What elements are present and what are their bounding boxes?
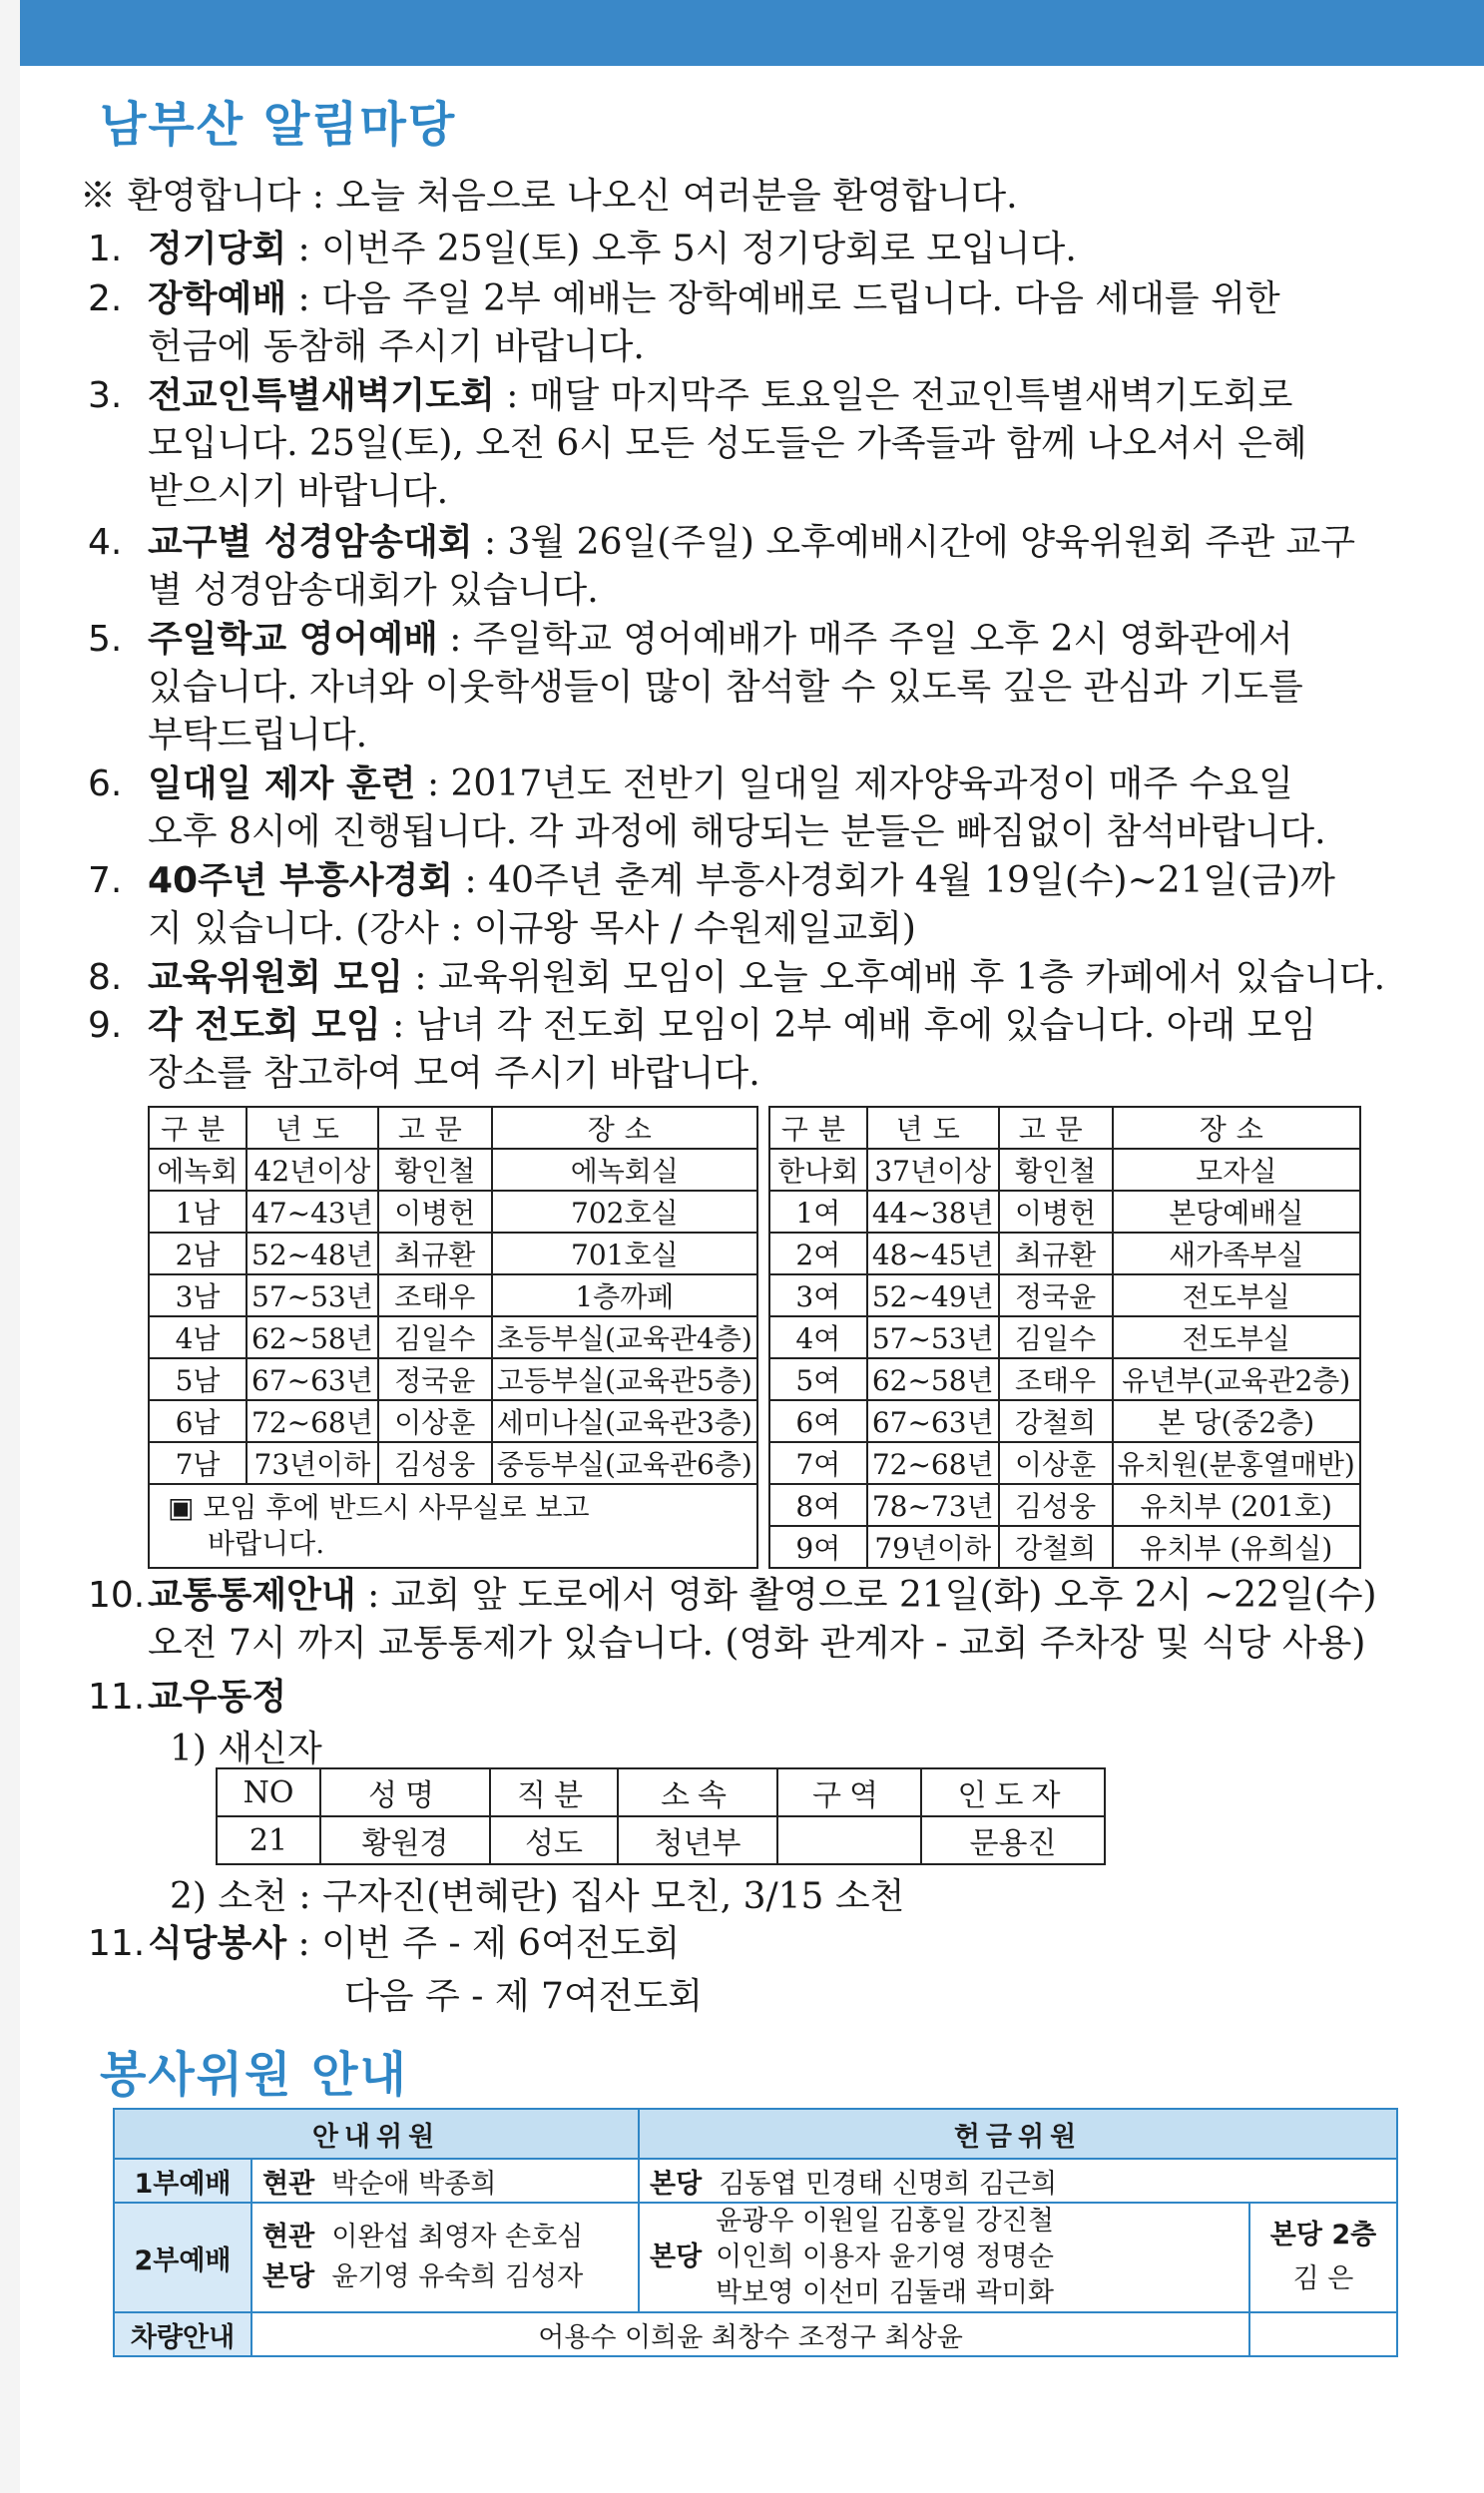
table-cell: 유치부 (201호) [1113, 1484, 1360, 1526]
table-cell: 모자실 [1113, 1149, 1360, 1191]
table-cell: 7여 [769, 1442, 867, 1484]
guide-header: 안내위원 [114, 2109, 639, 2159]
table-cell: 이상훈 [999, 1442, 1113, 1484]
column-gap [757, 1274, 769, 1316]
offering-cell: 본당 김동엽 민경태 신명희 김근희 [639, 2159, 1397, 2203]
column-gap [757, 1358, 769, 1400]
table-cell: 정국윤 [999, 1274, 1113, 1316]
table-cell: 성도 [490, 1816, 618, 1864]
table-cell: 김성웅 [999, 1484, 1113, 1526]
table-cell: 유치부 (유희실) [1113, 1526, 1360, 1568]
table-cell: 6여 [769, 1400, 867, 1442]
table-row [149, 1400, 1360, 1442]
column-header: 소속 [618, 1768, 777, 1816]
table-cell: 황인철 [378, 1149, 492, 1191]
table-cell: 문용진 [921, 1816, 1105, 1864]
table-row [149, 1233, 1360, 1274]
column-gap [757, 1442, 769, 1484]
table-cell: 37년이상 [867, 1149, 999, 1191]
table-cell: 조태우 [999, 1358, 1113, 1400]
table-row [149, 1484, 1360, 1526]
column-gap [757, 1526, 769, 1568]
table-cell: 세미나실(교육관3층) [492, 1400, 757, 1442]
table-cell: 본 당(중2층) [1113, 1400, 1360, 1442]
announcement-item: 2. 장학예배 : 다음 주일 2부 예배는 장학예배로 드립니다. 다음 세대를 위한 헌금에 동참해 주시기 바랍니다. [88, 278, 1280, 367]
offering-header: 헌금위원 [639, 2109, 1397, 2159]
table-cell: 정국윤 [378, 1358, 492, 1400]
top-color-bar [20, 0, 1484, 66]
column-header: 구역 [777, 1768, 921, 1816]
table-cell: 새가족부실 [1113, 1233, 1360, 1274]
table-cell: 초등부실(교육관4층) [492, 1316, 757, 1358]
announcement-item: 4. 교구별 성경암송대회 : 3월 26일(주일) 오후예배시간에 양육위원회 주관 교구 별 성경암송대회가 있습니다. [88, 522, 1356, 611]
column-header: 고문 [378, 1107, 492, 1149]
announcement-item: 9. 각 전도회 모임 : 남녀 각 전도회 모임이 2부 예배 후에 있습니다. 아래 모임 장소를 참고하여 모여 주시기 바랍니다. [88, 1005, 1317, 1094]
table-cell: 73년이하 [247, 1442, 378, 1484]
table-cell: 에녹회실 [492, 1149, 757, 1191]
table-cell: 본당예배실 [1113, 1191, 1360, 1233]
table-cell: 김성웅 [378, 1442, 492, 1484]
column-header: NO [217, 1768, 320, 1816]
table-cell: 이병헌 [378, 1191, 492, 1233]
column-gap [757, 1316, 769, 1358]
table-cell: 조태우 [378, 1274, 492, 1316]
column-gap [757, 1400, 769, 1442]
table-cell: 전도부실 [1113, 1316, 1360, 1358]
table-cell: 44~38년 [867, 1191, 999, 1233]
table-cell: 이상훈 [378, 1400, 492, 1442]
table-cell: 3여 [769, 1274, 867, 1316]
reference-mark: ※ [80, 176, 117, 217]
table-row [217, 1816, 1105, 1864]
report-note [149, 1484, 757, 1568]
announcement-item: 11. 교우동정 [88, 1677, 287, 1718]
table-cell: 62~58년 [867, 1358, 999, 1400]
offering-cell: 본당 윤광우 이원일 김홍일 강진철 이인희 이용자 윤기영 정명순 박보영 이선미 김둘래 곽미화 [639, 2203, 1249, 2312]
table-cell: 한나회 [769, 1149, 867, 1191]
offering-balcony-cell: 본당 2층 김 은 [1249, 2203, 1397, 2312]
announcement-item: 10. 교통통제안내 : 교회 앞 도로에서 영화 촬영으로 21일(화) 오후 2시 ~22일(수) 오전 7시 까지 교통통제가 있습니다. (영화 관계자 - 교회 주차장 및 식당 사용) [88, 1575, 1377, 1664]
row-label: 1부예배 [114, 2159, 251, 2203]
table-cell: 62~58년 [247, 1316, 378, 1358]
table-cell: 47~43년 [247, 1191, 378, 1233]
table-header-row [217, 1768, 1105, 1816]
table-cell: 전도부실 [1113, 1274, 1360, 1316]
column-header: 구분 [149, 1107, 247, 1149]
column-header: 구분 [769, 1107, 867, 1149]
death-notice: 2) 소천 : 구자진(변혜란) 집사 모친, 3/15 소천 [170, 1876, 905, 1917]
table-cell: 702호실 [492, 1191, 757, 1233]
table-cell: 황원경 [320, 1816, 490, 1864]
table-cell: 김일수 [378, 1316, 492, 1358]
table-row [149, 1316, 1360, 1358]
announcement-item: 6. 일대일 제자 훈련 : 2017년도 전반기 일대일 제자양육과정이 매주 수요일 오후 8시에 진행됩니다. 각 과정에 해당되는 분들은 빠짐없이 참석바랍니다. [88, 763, 1326, 852]
newcomer-subheading: 1) 새신자 [170, 1729, 322, 1769]
announcement-item: 1. 정기당회 : 이번주 25일(토) 오후 5시 정기당회로 모입니다. [88, 229, 1077, 269]
service-volunteer-table [113, 2108, 1398, 2357]
column-header: 성명 [320, 1768, 490, 1816]
table-cell: 21 [217, 1816, 320, 1864]
table-cell: 701호실 [492, 1233, 757, 1274]
table-cell: 중등부실(교육관6층) [492, 1442, 757, 1484]
announcement-item: 8. 교육위원회 모임 : 교육위원회 모임이 오늘 오후예배 후 1층 카페에서 있습니다. [88, 957, 1386, 998]
guide-cell: 현관 박순애 박종희 [251, 2159, 639, 2203]
table-cell: 67~63년 [247, 1358, 378, 1400]
welcome-notice: ※ 환영합니다 : 오늘 처음으로 나오신 여러분을 환영합니다. [80, 176, 1018, 217]
table-cell: 김일수 [999, 1316, 1113, 1358]
column-header: 년도 [867, 1107, 999, 1149]
table-cell: 7남 [149, 1442, 247, 1484]
column-gap [757, 1107, 769, 1149]
announcement-item: 7. 40주년 부흥사경회 : 40주년 춘계 부흥사경회가 4월 19일(수)~21일(금)까 지 있습니다. (강사 : 이규왕 목사 / 수원제일교회) [88, 860, 1335, 949]
newcomer-table [216, 1767, 1106, 1865]
table-row [149, 1149, 1360, 1191]
column-gap [757, 1233, 769, 1274]
table-cell: 최규환 [378, 1233, 492, 1274]
table-cell: 황인철 [999, 1149, 1113, 1191]
page-title: 남부산 알림마당 [100, 97, 457, 153]
table-cell: 72~68년 [247, 1400, 378, 1442]
table-cell: 강철희 [999, 1400, 1113, 1442]
table-cell: 청년부 [618, 1816, 777, 1864]
column-gap [757, 1149, 769, 1191]
row-label: 차량안내 [114, 2312, 251, 2356]
kitchen-next-week: 다음 주 - 제 7여전도회 [344, 1976, 704, 2017]
table-cell: 유년부(교육관2층) [1113, 1358, 1360, 1400]
table-cell: 유치원(분홍열매반) [1113, 1442, 1360, 1484]
table-cell: 이병헌 [999, 1191, 1113, 1233]
column-header: 장소 [492, 1107, 757, 1149]
table-row [149, 1191, 1360, 1233]
table-cell: 4여 [769, 1316, 867, 1358]
row-label: 2부예배 [114, 2203, 251, 2312]
table-cell: 48~45년 [867, 1233, 999, 1274]
announcement-item: 11. 식당봉사 : 이번 주 - 제 6여전도회 [88, 1923, 681, 1964]
note-line: 바랍니다. [208, 1527, 325, 1560]
column-header: 인도자 [921, 1768, 1105, 1816]
table-cell: 72~68년 [867, 1442, 999, 1484]
table-cell: 57~53년 [247, 1274, 378, 1316]
empty-cell [1249, 2312, 1397, 2356]
section-title-service: 봉사위원 안내 [100, 2047, 408, 2103]
table-cell: 42년이상 [247, 1149, 378, 1191]
table-cell: 5여 [769, 1358, 867, 1400]
guide-cell: 현관 이완섭 최영자 손호심 본당 윤기영 유숙희 김성자 [251, 2203, 639, 2312]
table-cell: 79년이하 [867, 1526, 999, 1568]
table-cell: 1여 [769, 1191, 867, 1233]
table-cell [777, 1816, 921, 1864]
table-cell: 5남 [149, 1358, 247, 1400]
meeting-place-table [148, 1106, 1361, 1569]
table-row [149, 1358, 1360, 1400]
table-header-row [149, 1107, 1360, 1149]
table-cell: 57~53년 [867, 1316, 999, 1358]
table-cell: 6남 [149, 1400, 247, 1442]
table-cell: 8여 [769, 1484, 867, 1526]
table-cell: 4남 [149, 1316, 247, 1358]
table-cell: 78~73년 [867, 1484, 999, 1526]
table-cell: 3남 [149, 1274, 247, 1316]
table-cell: 강철희 [999, 1526, 1113, 1568]
table-cell: 2여 [769, 1233, 867, 1274]
announcement-item: 3. 전교인특별새벽기도회 : 매달 마지막주 토요일은 전교인특별새벽기도회로 모입니다. 25일(토), 오전 6시 모든 성도들은 가족들과 함께 나오셔서 은혜 받으시기 바랍니다. [88, 375, 1307, 512]
column-gap [757, 1484, 769, 1526]
table-cell: 에녹회 [149, 1149, 247, 1191]
announcement-item: 5. 주일학교 영어예배 : 주일학교 영어예배가 매주 주일 오후 2시 영화관에서 있습니다. 자녀와 이웃학생들이 많이 참석할 수 있도록 깊은 관심과 기도를 부탁드립니다. [88, 619, 1303, 755]
column-header: 직분 [490, 1768, 618, 1816]
table-row [149, 1274, 1360, 1316]
table-cell: 52~48년 [247, 1233, 378, 1274]
table-cell: 최규환 [999, 1233, 1113, 1274]
note-line: ▣ 모임 후에 반드시 사무실로 보고 [168, 1491, 590, 1524]
page-edge [0, 0, 20, 2493]
column-gap [757, 1191, 769, 1233]
column-header: 고문 [999, 1107, 1113, 1149]
table-cell: 2남 [149, 1233, 247, 1274]
table-cell: 1남 [149, 1191, 247, 1233]
table-cell: 1층까페 [492, 1274, 757, 1316]
table-cell: 9여 [769, 1526, 867, 1568]
table-cell: 고등부실(교육관5층) [492, 1358, 757, 1400]
table-row [149, 1442, 1360, 1484]
column-header: 장소 [1113, 1107, 1360, 1149]
table-cell: 67~63년 [867, 1400, 999, 1442]
driver-cell: 어용수 이희윤 최창수 조정구 최상윤 [251, 2312, 1249, 2356]
column-header: 년도 [247, 1107, 378, 1149]
table-cell: 52~49년 [867, 1274, 999, 1316]
